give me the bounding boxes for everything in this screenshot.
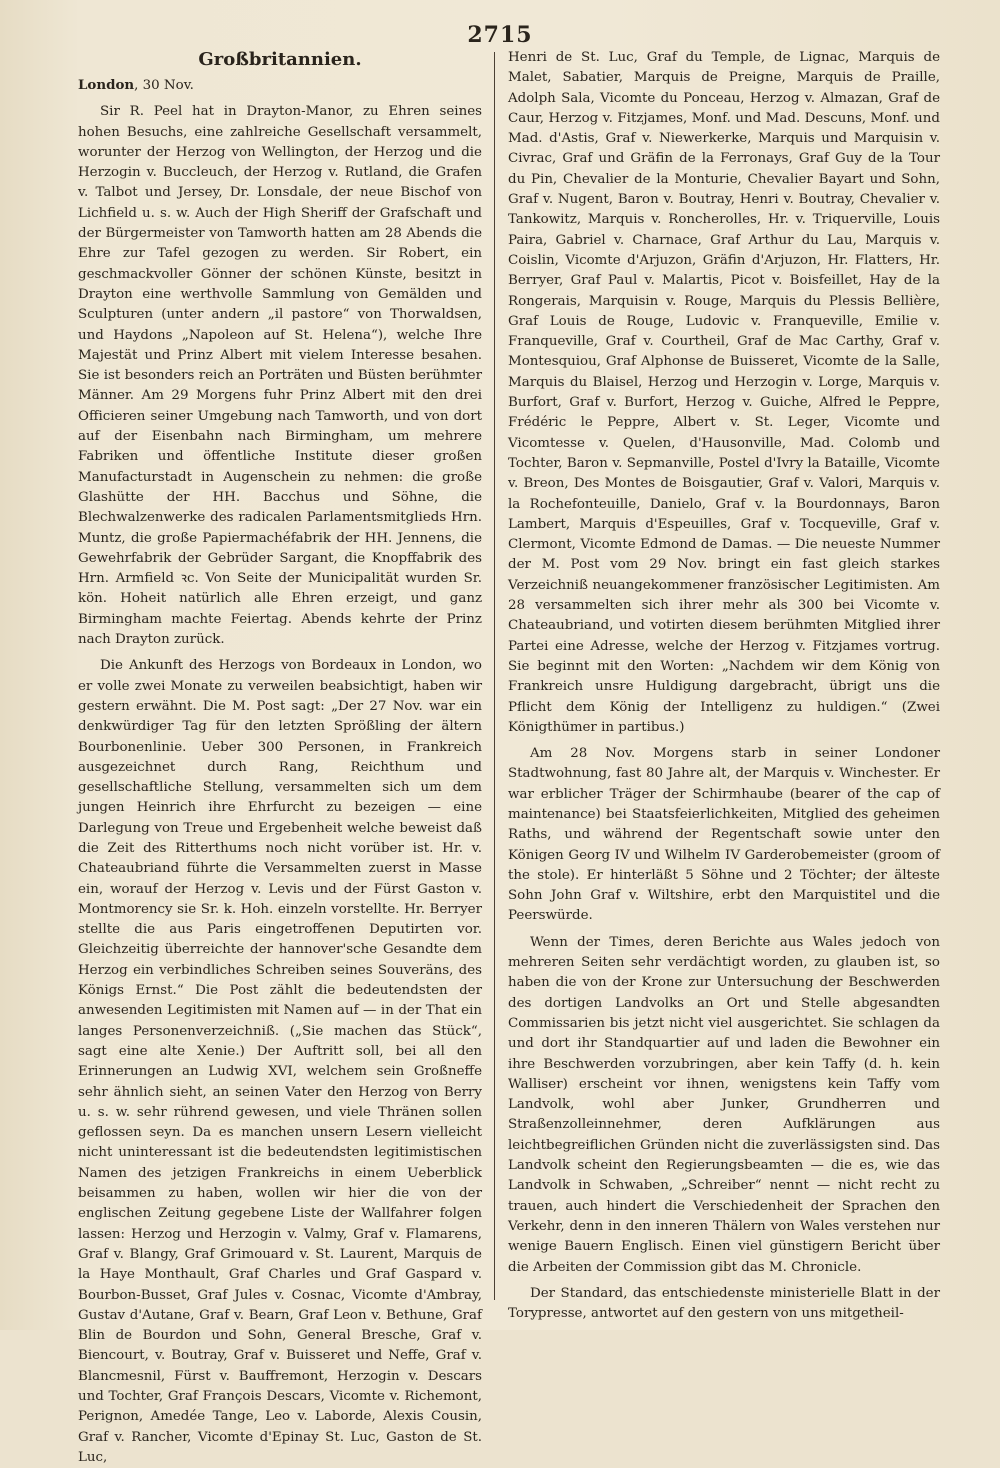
page-number: 2715	[467, 22, 533, 48]
dateline-place: London	[78, 77, 135, 93]
article-paragraph: Am 28 Nov. Morgens starb in seiner Londoner Stadtwohnung, fast 80 Jahre alt, der Marquis v. Winchester. Er war erblicher Träger der Schirmhaube (bearer of the cap of maintenance) bei Staatsfeierlichkeiten, Mitglied des geheimen Raths, und während der Regentschaft sowie unter den Königen Georg IV und Wilhelm IV Garderobemeister (groom of the stole). Er hinterläßt 5 Söhne und 2 Töchter; der älteste Sohn John Graf v. Wiltshire, erbt den Marquistitel und die Peerswürde.	[508, 746, 940, 924]
dateline-date: , 30 Nov.	[134, 78, 194, 93]
article-paragraph: Der Standard, das entschiedenste ministerielle Blatt in der Torypresse, antwortet auf den gestern von uns mitgetheil-	[508, 1285, 940, 1322]
article-paragraph: Wenn der Times, deren Berichte aus Wales jedoch von mehreren Seiten sehr verdächtigt worden, zu glauben ist, so haben die von der Krone zur Untersuchung der Beschwerden des dortigen Landvolks an Ort und Stelle abgesandten Commissarien bis jetzt nicht viel ausgerichtet. Sie schlagen da und dort ihr Standquartier auf und laden die Bewohner ein ihre Beschwerden vorzubringen, aber kein Taffy (d. h. kein Walliser) erscheint vor ihnen, wenigstens kein Taffy vom Landvolk, wohl aber Junker, Grundherren und Straßenzolleinnehmer, deren Aufklärungen aus leichtbegreiflichen Gründen nicht die zuverlässigsten sind. Das Landvolk scheint den Regierungsbeamten — die es, wie das Landvolk in Schwaben, „Schreiber“ nennt — nicht recht zu trauen, auch hindert die Verschiedenheit der Sprachen den Verkehr, denn in den inneren Thälern von Wales verstehen nur wenige Bauern Englisch. Einen viel günstigern Bericht über die Arbeiten der Commission gibt das M. Chronicle.	[508, 934, 940, 1275]
section-title: Großbritannien.	[198, 49, 362, 70]
article-paragraph: Die Ankunft des Herzogs von Bordeaux in London, wo er volle zwei Monate zu verweilen beabsichtigt, haben wir gestern erwähnt. Die M. Post sagt: „Der 27 Nov. war ein denkwürdiger Tag für den letzten Sprößling der ältern Bourbonenlinie. Ueber 300 Personen, in Frankreich ausgezeichnet durch Rang, Reichthum und gesellschaftliche Stellung, versammelten sich um dem jungen Heinrich ihre Ehrfurcht zu bezeigen — eine Darlegung von Treue und Ergebenheit welche beweist daß die Zeit des Ritterthums noch nicht vorüber ist. Hr. v. Chateaubriand führte die Versammelten zuerst in Masse ein, worauf der Herzog v. Levis und der Fürst Gaston v. Montmorency sie Sr. k. Hoh. einzeln vorstellte. Hr. Berryer stellte die aus Paris eingetroffenen Deputirten vor. Gleichzeitig überreichte der hannover'sche Gesandte dem Herzog ein verbindliches Schreiben seines Souveräns, des Königs Ernst.“ Die Post zählt die bedeutendsten der anwesenden Legitimisten mit Namen auf — in der That ein langes Personenverzeichniß. („Sie machen das Stück“, sagt eine alte Xenie.) Der Auftritt soll, bei all den Erinnerungen an Ludwig XVI, welchem sein Großneffe sehr ähnlich sieht, an seinen Vater den Herzog von Berry u. s. w. sehr rührend gewesen, und viele Thränen sollen geflossen seyn. Da es manchen unsern Lesern vielleicht nicht uninteressant ist die bedeutendsten legitimistischen Namen des jetzigen Frankreichs in einem Ueberblick beisammen zu haben, wollen wir hier die von der englischen Zeitung gegebene Liste der Wallfahrer folgen lassen: Herzog und Herzogin v. Valmy, Graf v. Flamarens, Graf v. Blangy, Graf Grimouard v. St. Laurent, Marquis de la Haye Monthault, Graf Charles und Graf Gaspard v. Bourbon-Busset, Graf Jules v. Cosnac, Vicomte d'Ambray, Gustav d'Autane, Graf v. Bearn, Graf Leon v. Bethune, Graf Blin de Bourdon und Sohn, General Bresche, Graf v. Biencourt, v. Boutray, Graf v. Buisseret und Neffe, Graf v. Blancmesnil, Fürst v. Bauffremont, Herzogin v. Descars und Tochter, Graf François Descars, Vicomte v. Richemont, Perignon, Amedée Tange, Leo v. Laborde, Alexis Cousin, Graf v. Rancher, Vicomte d'Epinay St. Luc, Gaston de St. Luc,	[78, 658, 482, 1465]
column-rule	[494, 52, 495, 1300]
right-column	[508, 48, 940, 1322]
article-paragraph	[78, 75, 482, 96]
left-column	[78, 48, 482, 1465]
article-paragraph: Sir R. Peel hat in Drayton-Manor, zu Ehren seines hohen Besuchs, eine zahlreiche Gesellschaft versammelt, worunter der Herzog von Wellington, der Herzog und die Herzogin v. Buccleuch, der Herzog v. Rutland, die Grafen v. Talbot und Jersey, Dr. Lonsdale, der neue Bischof von Lichfield u. s. w. Auch der High Sheriff der Grafschaft und der Bürgermeister von Tamworth hatten am 28 Abends die Ehre zur Tafel gezogen zu werden. Sir Robert, ein geschmackvoller Gönner der schönen Künste, besitzt in Drayton eine werthvolle Sammlung von Gemälden und Sculpturen (unter andern „il pastore“ von Thorwaldsen, und Haydons „Napoleon auf St. Helena“), welche Ihre Majestät und Prinz Albert mit vielem Interesse besahen. Sie ist besonders reich an Porträten und Büsten berühmter Männer. Am 29 Morgens fuhr Prinz Albert mit den drei Officieren seiner Umgebung nach Tamworth, und von dort auf der Eisenbahn nach Birmingham, um mehrere Fabriken und öffentliche Institute dieser großen Manufacturstadt in Augenschein zu nehmen: die große Glashütte der HH. Bacchus und Söhne, die Blechwalzenwerke des radicalen Parlamentsmitglieds Hrn. Muntz, die große Papiermachéfabrik der HH. Jennens, die Gewehrfabrik der Gebrüder Sargant, die Knopffabrik des Hrn. Armfield ꝛc. Von Seite der Municipalität wurden Sr. kön. Hoheit natürlich alle Ehren erzeigt, und ganz Birmingham machte Feiertag. Abends kehrte der Prinz nach Drayton zurück.	[78, 104, 482, 648]
article-paragraph: Henri de St. Luc, Graf du Temple, de Lignac, Marquis de Malet, Sabatier, Marquis de Preigne, Marquis de Praille, Adolph Sala, Vicomte du Ponceau, Herzog v. Almazan, Graf de Caur, Herzog v. Fitzjames, Monf. und Mad. Descuns, Monf. und Mad. d'Astis, Graf v. Niewerkerke, Marquis und Marquisin v. Civrac, Graf und Gräfin de la Ferronays, Graf Guy de la Tour du Pin, Chevalier de la Monturie, Chevalier Bayart und Sohn, Graf v. Nugent, Baron v. Boutray, Henri v. Boutray, Chevalier v. Tankowitz, Marquis v. Roncherolles, Hr. v. Triquerville, Louis Paira, Gabriel v. Charnace, Graf Arthur du Lau, Marquis v. Coislin, Vicomte d'Arjuzon, Gräfin d'Arjuzon, Hr. Flatters, Hr. Berryer, Graf Paul v. Malartis, Picot v. Boisfeillet, Hay de la Rongerais, Marquisin v. Rouge, Marquis du Plessis Bellière, Graf Louis de Rouge, Ludovic v. Franqueville, Emilie v. Franqueville, Graf v. Courtheil, Graf de Mac Carthy, Graf v. Montesquiou, Graf Alphonse de Buisseret, Vicomte de la Salle, Marquis du Blaisel, Herzog und Herzogin v. Lorge, Marquis v. Burfort, Graf v. Burfort, Herzog v. Guiche, Alfred le Peppre, Frédéric le Peppre, Albert v. St. Leger, Vicomte und Vicomtesse v. Quelen, d'Hausonville, Mad. Colomb und Tochter, Baron v. Sepmanville, Postel d'Ivry la Bataille, Vicomte v. Breon, Des Montes de Boisgautier, Graf v. Valori, Marquis v. la Rochefonteuille, Danielo, Graf v. la Bourdonnays, Baron Lambert, Marquis d'Espeuilles, Graf v. Tocqueville, Graf v. Clermont, Vicomte Edmond de Damas. — Die neueste Nummer der M. Post vom 29 Nov. bringt ein fast gleich starkes Verzeichniß neuangekommener französischer Legitimisten. Am 28 versammelten sich ihrer mehr als 300 bei Vicomte v. Chateaubriand, und votirten diesem berühmten Mitglied ihrer Partei eine Adresse, welche der Herzog v. Fitzjames vortrug. Sie beginnt mit den Worten: „Nachdem wir dem König von Frankreich unsre Huldigung dargebracht, übrigt uns die Pflicht dem König der Intelligenz zu huldigen.“ (Zwei Königthümer in partibus.)	[508, 50, 940, 735]
